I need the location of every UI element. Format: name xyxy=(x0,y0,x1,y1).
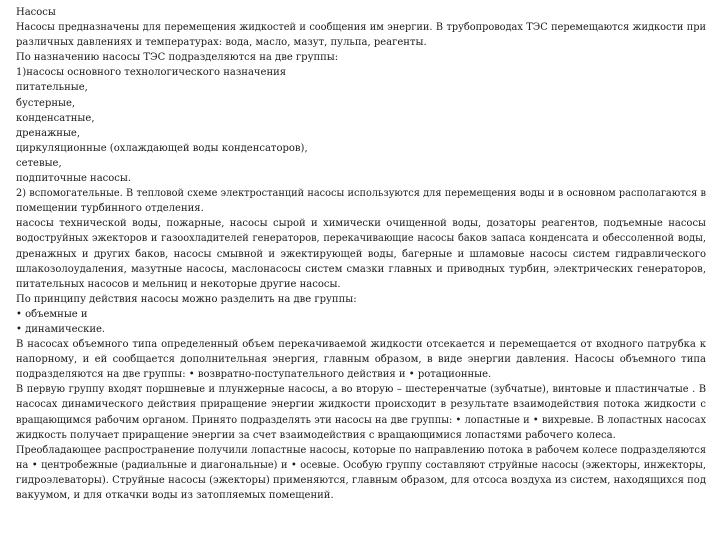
text-line: вращающимся рабочим органом. Принято подразделять эти насосы на две группы: • лопастные и • вихревые. В лопастных насосах xyxy=(16,414,706,426)
text-line: напорному, и ей сообщается дополнительная энергия, главным образом, в виде энергии давления. Насосы объемного типа xyxy=(16,354,706,366)
list-item: конденсатные, xyxy=(16,112,95,124)
text-line: По принципу действия насосы можно разделить на две группы: xyxy=(16,293,357,305)
text-line: на • центробежные (радиальные и диагональные) и • осевые. Особую группу составляют струйные насосы (эжекторы, инжекторы, xyxy=(16,459,706,471)
list-heading: 2) вспомогательные. В тепловой схеме электростанций насосы используются для перемещения воды и в основном располагаются в xyxy=(16,188,706,200)
text-line: насосах динамического действия приращение энергии жидкости происходит в результате взаимодействия потока жидкости с xyxy=(16,399,706,411)
text-line: насосы технической воды, пожарные, насосы сырой и химически очищенной воды, дозаторы реагентов, подъемные насосы xyxy=(16,218,706,230)
text-line: различных давлениях и температурах: вода, масло, мазут, пульпа, реагенты. xyxy=(16,37,427,49)
text-line: Преобладающее распространение получили лопастные насосы, которые по направлению потока в рабочем колесе подразделяются xyxy=(16,444,706,456)
text-line: водоструйных эжекторов и газоохладителей генераторов, перекачивающие насосы баков запаса конденсата и обессоленной воды, xyxy=(16,233,706,245)
list-item: циркуляционные (охлаждающей воды конденсаторов), xyxy=(16,142,308,154)
text-line: В первую группу входят поршневые и плунжерные насосы, а во вторую – шестеренчатые (зубчатые), винтовые и пластинчатые . В xyxy=(16,384,706,396)
text-line: гидроэлеваторы). Струйные насосы (эжекторы) применяются, главным образом, для отсоса воздуха из систем, находящихся под xyxy=(16,474,706,486)
list-item: подпиточные насосы. xyxy=(16,173,132,185)
text-line: подразделяются на две группы: • возвратно-поступательного действия и • ротационные. xyxy=(16,369,492,381)
list-heading: 1)насосы основного технологического назначения xyxy=(16,67,287,79)
list-item: сетевые, xyxy=(16,157,62,169)
text-line: В насосах объемного типа определенный объем перекачиваемой жидкости отсекается и перемещается от входного патрубка к xyxy=(16,339,706,351)
list-item: бустерные, xyxy=(16,97,76,109)
bullet-item: • объемные и xyxy=(16,308,88,320)
doc-title: Насосы xyxy=(16,7,56,18)
document-body xyxy=(16,5,706,503)
list-item: дренажные, xyxy=(16,127,81,139)
text-line: жидкость получает приращение энергии за счет взаимодействия с вращающимися лопастями рабочего колеса. xyxy=(16,429,616,441)
text-line: помещении турбинного отделения. xyxy=(16,203,204,215)
bullet-item: • динамические. xyxy=(16,323,106,335)
text-line: Насосы предназначены для перемещения жидкостей и сообщения им энергии. В трубопроводах ТЭС перемещаются жидкости при xyxy=(16,22,706,34)
list-item: питательные, xyxy=(16,82,88,94)
text-line: дренажных и других баков, насосы смывной и эжектирующей воды, багерные и шламовые насосы систем гидравлического xyxy=(16,248,706,260)
text-line: вакуумом, и для откачки воды из затопляемых помещений. xyxy=(16,490,334,501)
text-line: По назначению насосы ТЭС подразделяются на две группы: xyxy=(16,52,339,64)
text-line: шлакозолоудаления, мазутные насосы, маслонасосы систем смазки главных и приводных турбин, электрических генераторов, xyxy=(16,263,706,275)
text-line: питательных насосов и мельниц и некоторые другие насосы. xyxy=(16,278,341,290)
